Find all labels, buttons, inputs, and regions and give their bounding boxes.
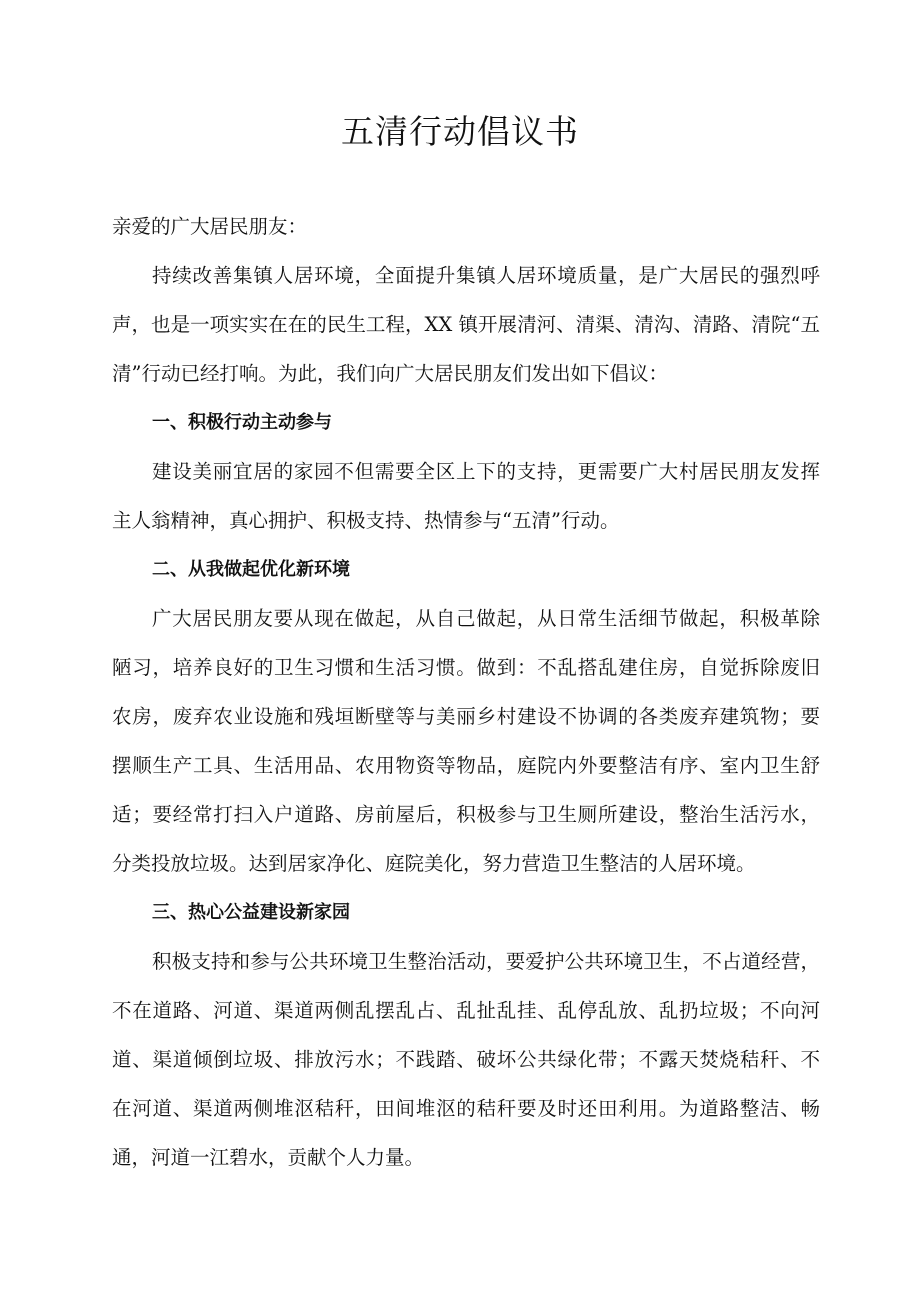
section-1-line-2: 主人翁精神，真心拥护、积极支持、热情参与“五清”行动。 (112, 509, 620, 532)
section-heading-3: 三、热心公益建设新家园 (152, 902, 350, 923)
section-2-line-6: 分类投放垃圾。达到居家净化、庭院美化，努力营造卫生整洁的人居环境。 (112, 852, 756, 875)
section-1-line-1: 建设美丽宜居的家园不但需要全区上下的支持，更需要广大村居民朋友发挥 (152, 460, 820, 483)
section-3-line-4: 在河道、渠道两侧堆沤秸秆，田间堆沤的秸秆要及时还田利用。为道路整洁、畅 (112, 1097, 820, 1120)
intro-line-2: 声，也是一项实实在在的民生工程，XX 镇开展清河、清渠、清沟、清路、清院“五 (112, 313, 820, 336)
intro-line-3: 清”行动已经打响。为此，我们向广大居民朋友们发出如下倡议： (112, 362, 668, 385)
section-3-line-2: 不在道路、河道、渠道两侧乱摆乱占、乱扯乱挂、乱停乱放、乱扔垃圾；不向河 (112, 999, 820, 1022)
section-2-line-3: 农房，废弃农业设施和残垣断壁等与美丽乡村建设不协调的各类废弃建筑物；要 (112, 705, 820, 728)
document-title: 五清行动倡议书 (341, 112, 579, 151)
section-3-line-3: 道、渠道倾倒垃圾、排放污水；不践踏、破坏公共绿化带；不露天焚烧秸秆、不 (112, 1048, 820, 1071)
intro-line-1: 持续改善集镇人居环境，全面提升集镇人居环境质量，是广大居民的强烈呼 (152, 264, 820, 287)
greeting: 亲爱的广大居民朋友： (112, 215, 308, 238)
document-body (112, 202, 820, 1182)
section-heading-1: 一、积极行动主动参与 (152, 412, 332, 433)
section-3-line-5: 通，河道一江碧水，贡献个人力量。 (112, 1146, 425, 1169)
section-3-line-1: 积极支持和参与公共环境卫生整治活动，要爱护公共环境卫生，不占道经营， (152, 950, 820, 973)
section-2-line-5: 适；要经常打扫入户道路、房前屋后，积极参与卫生厕所建设，整治生活污水， (112, 803, 820, 826)
section-2-line-2: 陋习，培养良好的卫生习惯和生活习惯。做到：不乱搭乱建住房，自觉拆除废旧 (112, 656, 820, 679)
section-2-line-4: 摆顺生产工具、生活用品、农用物资等物品，庭院内外要整洁有序、室内卫生舒 (112, 754, 820, 777)
section-heading-2: 二、从我做起优化新环境 (152, 559, 350, 580)
section-2-line-1: 广大居民朋友要从现在做起，从自己做起，从日常生活细节做起，积极革除 (152, 607, 820, 630)
